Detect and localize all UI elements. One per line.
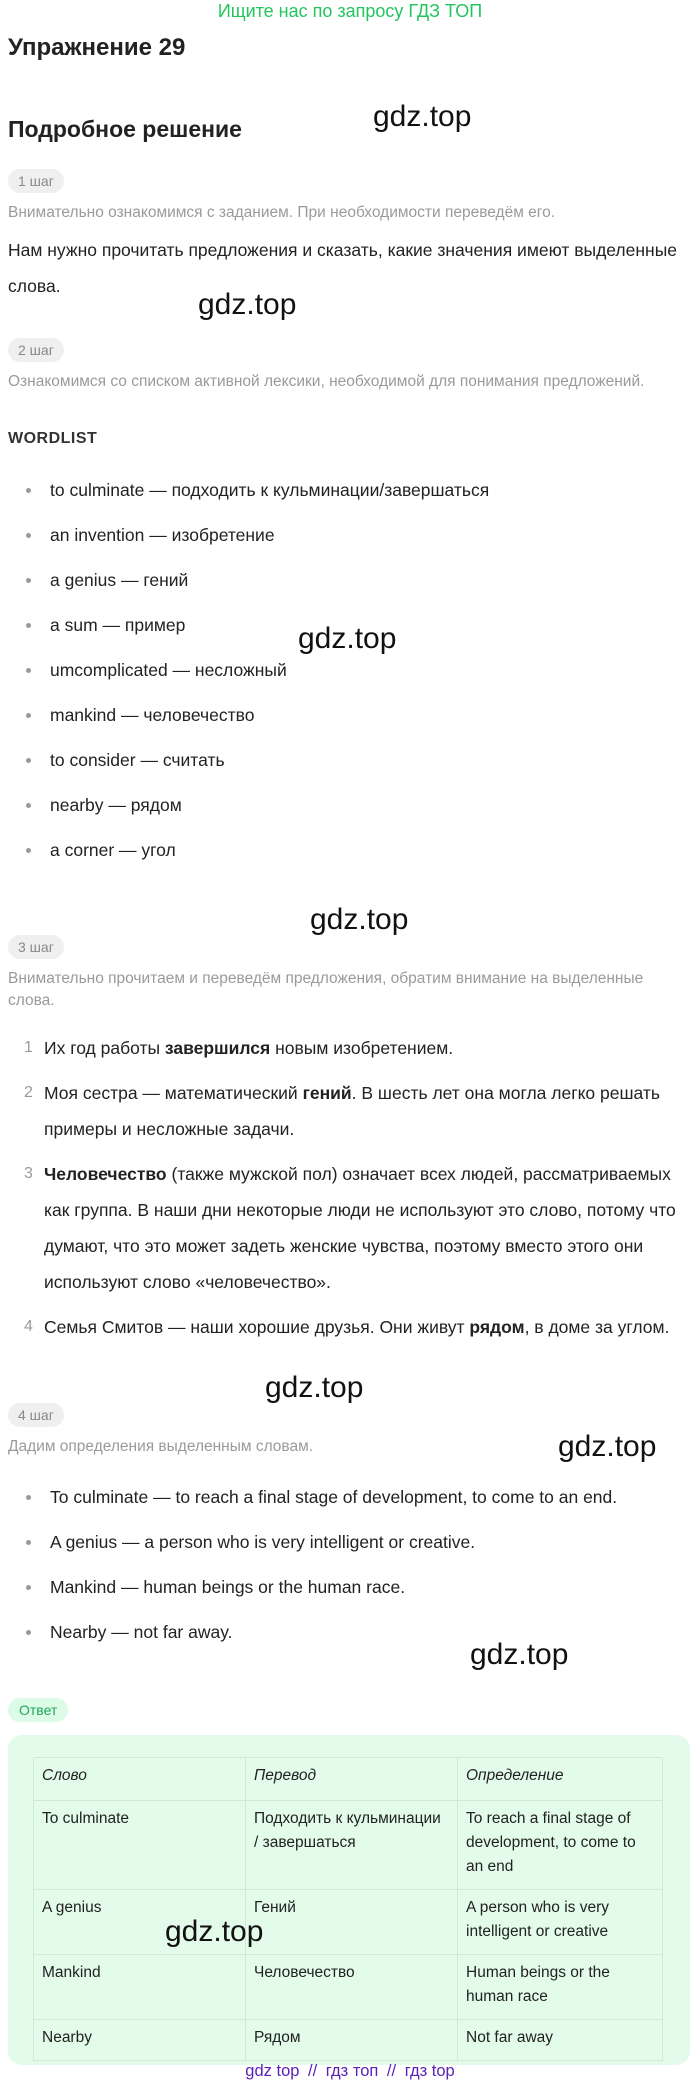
step3-hint: Внимательно прочитаем и переведём предложения, обратим внимание на выделенные слова. [8,970,644,1009]
wordlist [0,468,690,873]
list-item: Mankind — human beings or the human race. [0,1565,690,1610]
list-item: A genius — a person who is very intelligent or creative. [0,1520,690,1565]
highlighted-word: рядом [469,1317,525,1337]
column-header: Слово [34,1758,246,1801]
list-item: a corner — угол [0,828,690,873]
table-cell: Гений [246,1890,458,1955]
list-item: an invention — изобретение [0,513,690,558]
wordlist-title: WORDLIST [8,430,98,447]
table-cell: Mankind [34,1955,246,2020]
step-badge-3: 3 шаг [8,935,64,959]
sentence-list [0,1030,690,1354]
sentence-text: Семья Смитов — наши хорошие друзья. Они живут [44,1317,470,1337]
sentence-text: , в доме за углом. [524,1317,670,1337]
table-cell: Human beings or the human race [458,1955,663,2020]
separator: // [308,2062,318,2080]
item-number: 1 [24,1039,33,1056]
watermark: gdz.top [470,1638,569,1671]
answer-table [33,1757,663,2061]
footer-link[interactable]: гдз top [404,2062,455,2080]
list-item [0,1030,690,1066]
table-cell: A genius [34,1890,246,1955]
step-badge-2: 2 шаг [8,338,64,362]
separator: // [386,2062,397,2080]
list-item: to consider — считать [0,738,690,783]
step2-hint: Ознакомимся со списком активной лексики, необходимой для понимания предложений. [8,373,645,390]
list-item: nearby — рядом [0,783,690,828]
list-item: umcomplicated — несложный [0,648,690,693]
list-item [0,1309,690,1345]
table-row [34,1890,663,1955]
footer-link[interactable]: гдз топ [325,2062,379,2080]
list-item: Nearby — not far away. [0,1610,690,1655]
table-header-row [34,1758,663,1801]
list-item: to culminate — подходить к кульминации/завершаться [0,468,690,513]
watermark: gdz.top [373,100,472,133]
step-badge-1: 1 шаг [8,169,64,193]
table-cell: Nearby [34,2020,246,2061]
item-number: 4 [24,1318,33,1335]
highlighted-word: Человечество [44,1164,167,1184]
step1-text: Нам нужно прочитать предложения и сказать, какие значения имеют выделенные слова. [8,240,678,296]
sentence-text: новым изобретением. [270,1038,454,1058]
list-item [0,1156,690,1300]
list-item [0,1075,690,1147]
column-header: Определение [458,1758,663,1801]
top-banner[interactable]: Ищите нас по запросу ГДЗ ТОП [217,1,483,21]
item-number: 3 [24,1165,33,1182]
watermark: gdz.top [165,1915,264,1948]
table-cell: Человечество [246,1955,458,2020]
footer-links [0,2062,700,2081]
table-cell: To culminate [34,1801,246,1890]
solution-heading: Подробное решение [8,116,242,142]
sentence-text: (также мужской пол) означает всех людей, рассматриваемых как группа. В наши дни некоторые люди не используют это слово, потому что думают, что это может задеть женские чувства, поэтому вместо этого они используют слово «человечество». [44,1164,676,1292]
watermark: gdz.top [310,903,409,936]
table-row [34,2020,663,2061]
list-item: To culminate — to reach a final stage of development, to come to an end. [0,1475,690,1520]
answer-badge: Ответ [8,1698,68,1722]
watermark: gdz.top [298,622,397,655]
column-header: Перевод [246,1758,458,1801]
list-item: a genius — гений [0,558,690,603]
definitions-list [0,1475,690,1655]
sentence-text: Моя сестра — математический [44,1083,303,1103]
page-title: Упражнение 29 [8,34,186,61]
sentence-text: . В шесть лет она могла легко решать примеры и несложные задачи. [44,1083,661,1139]
step4-hint: Дадим определения выделенным словам. [8,1438,314,1455]
highlighted-word: завершился [164,1038,271,1058]
sentence-text: Их год работы [44,1038,165,1058]
table-row [34,1955,663,2020]
item-number: 2 [24,1084,33,1101]
highlighted-word: гений [302,1083,352,1103]
watermark: gdz.top [558,1430,657,1463]
table-cell: To reach a final stage of development, to come to an end [458,1801,663,1890]
step1-hint: Внимательно ознакомимся с заданием. При необходимости переведём его. [8,204,556,221]
list-item: a sum — пример [0,603,690,648]
watermark: gdz.top [265,1371,364,1404]
table-cell: Рядом [246,2020,458,2061]
table-row [34,1801,663,1890]
table-cell: A person who is very intelligent or creative [458,1890,663,1955]
watermark: gdz.top [198,288,297,321]
footer-link[interactable]: gdz top [245,2062,300,2080]
list-item: mankind — человечество [0,693,690,738]
step-badge-4: 4 шаг [8,1403,64,1427]
table-cell: Not far away [458,2020,663,2061]
table-cell: Подходить к кульминации / завершаться [246,1801,458,1890]
